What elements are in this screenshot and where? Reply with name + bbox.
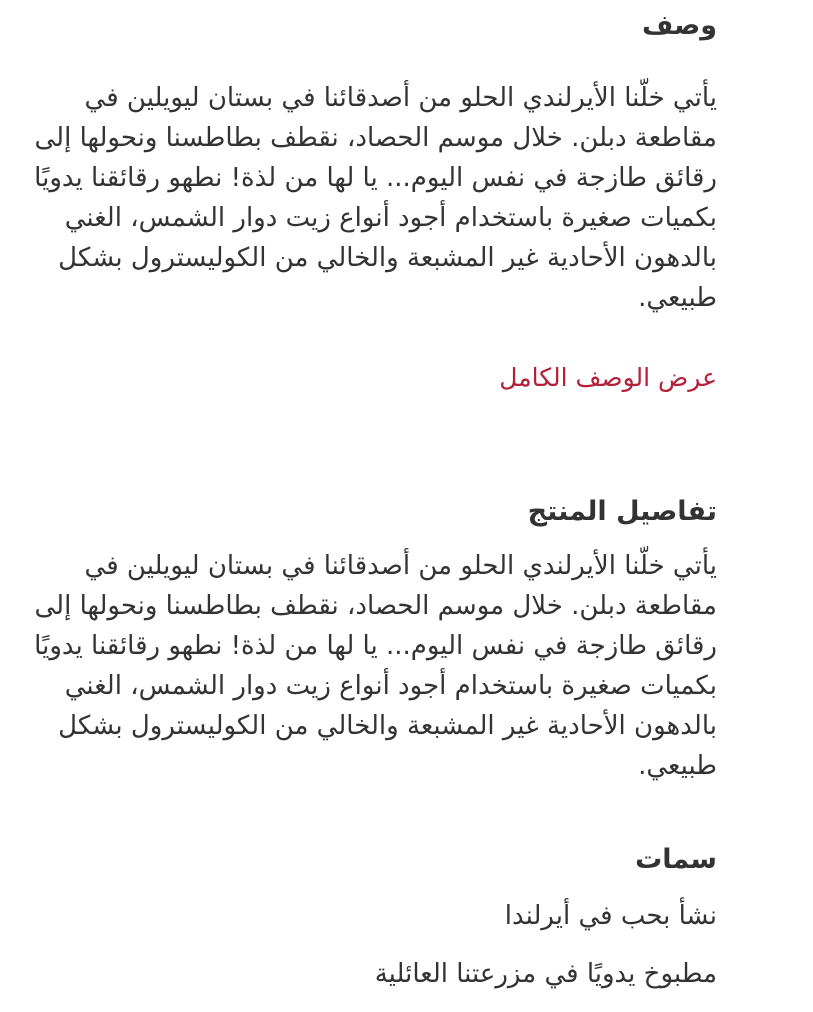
- feature-item: نشأ بحب في أيرلندا: [504, 901, 717, 931]
- description-text: يأتي خلّنا الأيرلندي الحلو من أصدقائنا في بستان ليويلين في مقاطعة دبلن. خلال موسم الحصاد، نقطف بطاطسنا ونحولها إلى رقائق طازجة في نفس اليوم... يا لها من لذة! نطهو رقائقنا يدويًا بكميات صغيرة باستخدام أجود أنواع زيت دوار الشمس، الغني بالدهون الأحادية غير المشبعة والخالي من الكوليسترول بشكل طبيعي.: [34, 83, 717, 313]
- features-list: [32, 896, 717, 1012]
- show-full-description-link[interactable]: عرض الوصف الكامل: [499, 363, 717, 392]
- description-heading: وصف: [641, 10, 717, 41]
- features-heading: سمات: [635, 844, 717, 875]
- product-details-heading: تفاصيل المنتج: [527, 496, 717, 527]
- feature-item: مطبوخ يدويًا في مزرعتنا العائلية: [374, 959, 717, 989]
- product-details-text: يأتي خلّنا الأيرلندي الحلو من أصدقائنا في بستان ليويلين في مقاطعة دبلن. خلال موسم الحصاد، نقطف بطاطسنا ونحولها إلى رقائق طازجة في نفس اليوم... يا لها من لذة! نطهو رقائقنا يدويًا بكميات صغيرة باستخدام أجود أنواع زيت دوار الشمس، الغني بالدهون الأحادية غير المشبعة والخالي من الكوليسترول بشكل طبيعي.: [34, 551, 717, 781]
